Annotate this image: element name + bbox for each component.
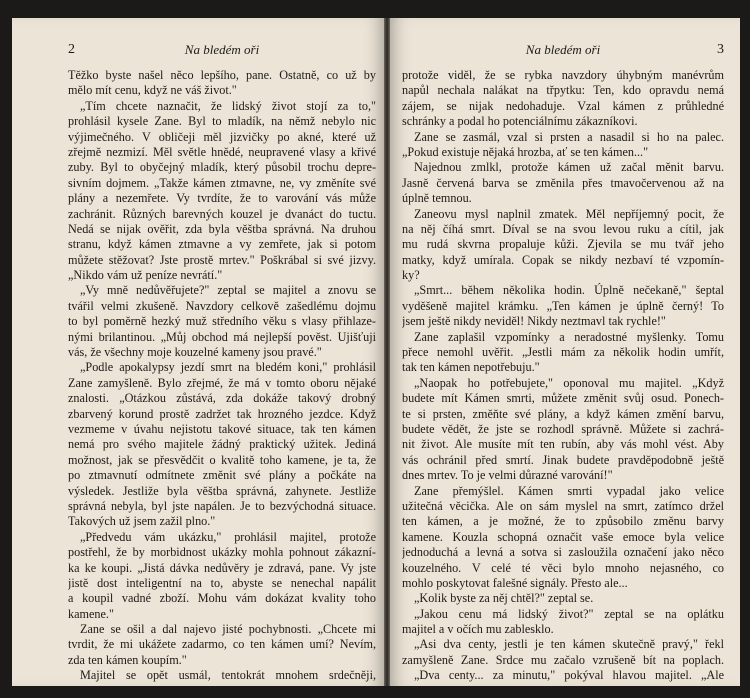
text-line: Nedá se nijak ověřit, zda byla věštba správná. Na druhou bbox=[68, 221, 376, 236]
text-line: nemá pro svého majitele žádný praktický užitek. Jediná bbox=[68, 437, 376, 452]
text-line: sivním dojmem. „Takže kámen ztmavne, ne, vy změníte své bbox=[68, 175, 376, 190]
text-line: jistě dost inteligentní na to, abyste se nenechal napálit bbox=[68, 575, 376, 590]
text-line: kouzelného. V celé té věci bylo mnoho nejasného, co bbox=[402, 560, 724, 575]
text-line: kamene." bbox=[68, 606, 114, 621]
text-line: Jasně červená barva se změnila přes tmavočervenou až na bbox=[402, 175, 724, 190]
text-line: „Smrt... během několika hodin. Úplně nečekaně," šeptal bbox=[414, 283, 724, 298]
text-line: te si prsten, změňte své plány, a když kámen změní barvu, bbox=[402, 406, 724, 421]
text-line: na něj číhá smrt. Díval se na svou levou ruku a cítil, jak bbox=[402, 221, 724, 236]
text-line: budete vědět, že jste se rozhodl správně. Můžete si zachrá- bbox=[402, 421, 724, 436]
page-number-right: 3 bbox=[717, 42, 724, 57]
text-line: majitel a v očích mu zablesklo. bbox=[402, 622, 554, 637]
text-line: matky, když umírala. Copak se nikdy nezbaví té vzpomín- bbox=[402, 252, 724, 267]
text-line: zájem, se nijak nedohaduje. Vzal kámen z průhledné bbox=[402, 98, 724, 113]
text-line: protože viděl, že se rybka navzdory úhybným manévrům bbox=[402, 68, 724, 82]
text-line: to byl poměrně hezký muž středního věku s vlasy přihlaze- bbox=[68, 314, 376, 329]
text-line: dnes mrtev. To je velmi důrazné varování!" bbox=[402, 468, 613, 483]
text-line: Najednou zmlkl, protože kámen už začal měnit barvu. bbox=[414, 160, 724, 175]
text-line: schránky a podal ho potenciálnímu zákazníkovi. bbox=[402, 114, 638, 129]
text-line: mělo mít cenu, když ne váš život." bbox=[68, 83, 237, 98]
text-line: „Pokud existuje nějaká hrozba, ať se ten kámen..." bbox=[402, 144, 649, 159]
text-line: „Dva centy... za minutu," pokýval hlavou majitel. „Ale bbox=[414, 668, 724, 683]
running-title-right: Na bledém oři bbox=[525, 42, 601, 57]
text-line: kamene. Kouzla schopná označit vaše emoce byla velice bbox=[402, 529, 724, 544]
text-line: správná nebyla, byl jste napálen. Je to bezvýchodná situace. bbox=[68, 498, 376, 513]
text-line: Zane přemýšlel. Kámen smrti vypadal jako velice bbox=[414, 483, 724, 498]
text-line: zachránit. Různých barevných kouzel je dvanáct do tuctu. bbox=[68, 206, 376, 221]
text-line: Těžko byste našel něco lepšího, pane. Ostatně, co už by bbox=[68, 68, 376, 82]
text-line: možnost, jak se přesvědčit o kvalitě toho kamene, je ta, že bbox=[68, 452, 376, 467]
text-line: „Nikdo vám už peníze nevrátí." bbox=[68, 268, 223, 283]
text-line: „Tím chcete naznačit, že lidský život stojí za to," bbox=[80, 98, 376, 113]
left-page-text bbox=[68, 68, 376, 684]
text-line: nými brilantinou. „Můj obchod má nejlepší pověst. Ujišťuji bbox=[68, 329, 376, 344]
text-line: tak ten kámen nepotřebuju." bbox=[402, 360, 540, 375]
right-page-header bbox=[402, 42, 724, 60]
text-line: „Naopak ho potřebujete," oponoval mu majitel. „Když bbox=[414, 375, 724, 390]
text-line: ky? bbox=[402, 268, 420, 283]
text-line: zamyšleně Zane. Srdce mu začalo vzrušeně bít na poplach. bbox=[402, 652, 724, 667]
text-line: vezmeme v úvahu nejistotu takové situace, tak ten kámen bbox=[68, 421, 376, 436]
text-line: vás, že všechny moje kouzelné kameny jsou pravé." bbox=[68, 345, 322, 360]
text-line: mohlo poskytovat falešné signály. Přesto ale... bbox=[402, 575, 628, 590]
right-page bbox=[390, 18, 740, 686]
text-line: plány a nezemřete. Vy tvrdíte, že to varování vás může bbox=[68, 191, 376, 206]
text-line: výjimečného. V obličeji měl jizvičky po akné, které už bbox=[68, 129, 376, 144]
text-line: „Kolik byste za něj chtěl?" zeptal se. bbox=[414, 591, 594, 606]
page-number-left: 2 bbox=[68, 42, 75, 57]
text-line: Zane zaplašil vzpomínky a neradostné myšlenky. Tomu bbox=[414, 329, 724, 344]
text-line: „Předvedu vám ukázku," prohlásil majitel, protože bbox=[80, 529, 376, 544]
text-line: úplně temnou. bbox=[402, 191, 472, 206]
text-line: prohlásil kysele Zane. Byl to mladík, na němž nebylo nic bbox=[68, 114, 376, 129]
left-page-header bbox=[68, 42, 376, 60]
right-page-text bbox=[402, 68, 724, 684]
text-line: vyděšeně majitel krámku. „Ten kámen je úplně černý! To bbox=[402, 298, 724, 313]
text-line: Zane zamyšleně. Bylo zřejmé, že má v tomto oboru nějaké bbox=[68, 375, 376, 390]
text-line: „Jakou cenu má lidský život?" zeptal se na oplátku bbox=[414, 606, 724, 621]
text-line: užitečná věcička. Ale on sám myslel na smrt, zatímco držel bbox=[402, 498, 724, 513]
text-line: po ztmavnutí odmítnete změnit své plány a počkáte na bbox=[68, 468, 376, 483]
left-page bbox=[12, 18, 384, 686]
text-line: „Podle apokalypsy jezdí smrt na bledém koni," prohlásil bbox=[80, 360, 376, 375]
text-line: Zane se ošil a dal najevo jisté pochybnosti. „Chcete mi bbox=[80, 622, 376, 637]
text-line: Majitel se opět usmál, tentokrát mnohem srdečněji, bbox=[80, 668, 376, 683]
text-line: výsledek. Jestliže byla věštba správná, zahynete. Jestliže bbox=[68, 483, 376, 498]
text-line: Takových už jsem zažil plno." bbox=[68, 514, 216, 529]
text-line: „Asi dva centy, jestli je ten kámen skutečně pravý," řekl bbox=[414, 637, 724, 652]
text-line: zbarvený korund prostě zadržet tak hrozného jezdce. Když bbox=[68, 406, 376, 421]
text-line: přece nemohl uvěřit. „Jestli mám za několik hodin umřít, bbox=[402, 345, 724, 360]
text-line: ka ke koupi. „Jistá dávka nedůvěry je zdravá, pane. Vy jste bbox=[68, 560, 376, 575]
text-line: „Vy mně nedůvěřujete?" zeptal se majitel a znovu se bbox=[80, 283, 376, 298]
text-line: Zane se zasmál, vzal si prsten a nasadil si ho na palec. bbox=[414, 129, 724, 144]
text-line: a koupil vadné zboží. Mohu vám dokázat kvality toho bbox=[68, 591, 376, 606]
text-line: znalosti. „Otázkou zůstává, zda dokáže takový drobný bbox=[68, 391, 376, 406]
text-line: vás ochránil před smrtí. Jinak budete pravděpodobně ještě bbox=[402, 452, 724, 467]
text-line: stranu, když kámen ztmavne a vy zemřete, jak si potom bbox=[68, 237, 376, 252]
text-line: tvářil velmi zkušeně. Navzdory celkově zašedlému dojmu bbox=[68, 298, 376, 313]
text-line: můžete stěžovat? Jste prostě mrtev." Poškrábal si své jizvy. bbox=[68, 252, 376, 267]
text-line: napůl nechala nalákat na třpytku: Ten, kdo opravdu nemá bbox=[402, 83, 724, 98]
text-line: zuby. Byl to obyčejný mladík, který působil trochu depre- bbox=[68, 160, 376, 175]
text-line: nit život. Ale musíte mít ten rubín, aby vás mohl vést. Aby bbox=[402, 437, 724, 452]
book-spread bbox=[6, 8, 744, 692]
text-line: postřehl, že by morbidnost ukázky mohla pohnout zákazní- bbox=[68, 545, 376, 560]
text-line: zda ten kámen koupím." bbox=[68, 652, 187, 667]
text-line: Zaneovu mysl naplnil zmatek. Měl nepříjemný pocit, že bbox=[414, 206, 724, 221]
text-line: jednoduchá a levná a sotva si zasloužila označení jako něco bbox=[402, 545, 724, 560]
text-line: mu rudá skvrna propaluje kůži. Zjevila se mu tvář jeho bbox=[402, 237, 724, 252]
running-title-left: Na bledém oři bbox=[184, 42, 260, 57]
text-line: ten kámen, a je možné, že to způsobilo změnu barvy bbox=[402, 514, 724, 529]
text-line: tvrdit, že mi ukážete zadarmo, co ten kámen umí? Nevím, bbox=[68, 637, 376, 652]
text-line: jsem ještě nikdy neviděl! Nikdy neztmavl tak rychle!" bbox=[402, 314, 666, 329]
text-line: zřejmě nezmizí. Měl světle hnědé, neupravené vlasy a křivé bbox=[68, 144, 376, 159]
text-line: budete mít Kámen smrti, můžete změnit svůj osud. Ponech- bbox=[402, 391, 724, 406]
